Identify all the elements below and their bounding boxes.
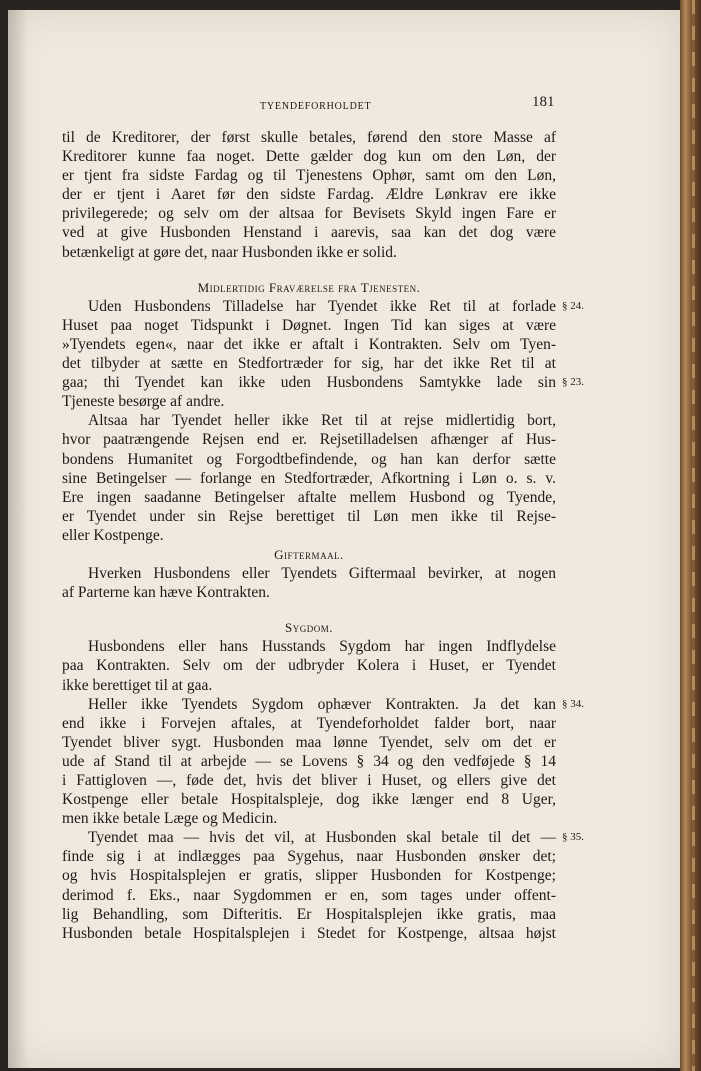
margin-note: § 23. (562, 376, 584, 388)
text-line: gaa; thi Tyendet kan ikke uden Husbondens Samtykke lade sin (62, 374, 556, 392)
text-line: Altsaa har Tyendet heller ikke Ret til at rejse midlertidig bort, (88, 412, 556, 430)
text-line: Hverken Husbondens eller Tyendets Giftermaal bevirker, at nogen (88, 565, 556, 583)
margin-note: § 34. (562, 698, 584, 710)
text-line: ikke berettiget til at gaa. (62, 676, 213, 694)
section-heading: Midlertidig Fraværelse fra Tjenesten. (197, 279, 421, 295)
text-line: ved at give Husbonden Henstand i aarevis, saa kan det dog være (62, 224, 556, 242)
text-line: Kostpenge eller betale Hospitalspleje, dog ikke længer end 8 Uger, (62, 791, 556, 809)
text-line: det tilbyder at sætte en Stedfortræder for sig, har det ikke Ret til at (62, 355, 556, 373)
text-line: bondens Humanitet og Forgodtbefindende, og han kan derfor sætte (62, 450, 556, 468)
text-line: lig Behandling, som Difteritis. Er Hospitalsplejen ikke gratis, maa (62, 905, 556, 923)
text-line: Tyendet maa — hvis det vil, at Husbonden skal betale til det — (88, 829, 556, 847)
text-line: sine Betingelser — forlange en Stedfortræder, Afkortning i Løn o. s. v. (62, 469, 556, 487)
text-line: er Tyendet under sin Rejse berettiget til Løn men ikke til Rejse- (62, 507, 556, 525)
text-line: end ikke i Forvejen aftales, at Tyendeforholdet falder bort, naar (62, 714, 556, 732)
page-number: 181 (532, 94, 555, 110)
text-line: betænkeligt at gøre det, naar Husbonden ikke er solid. (62, 243, 397, 261)
body-text (62, 128, 556, 943)
text-line: og hvis Hospitalsplejen er gratis, slipper Husbonden for Kostpenge; (62, 867, 556, 885)
text-line: derimod f. Eks., naar Sygdommen er en, som tages under offent- (62, 886, 556, 904)
text-line: Ere ingen saadanne Betingelser aftalte mellem Husbond og Tyende, (62, 488, 556, 506)
text-line: finde sig i at indlægges paa Sygehus, naar Husbonden ønsker det; (62, 848, 556, 866)
text-line: Uden Husbondens Tilladelse har Tyendet ikke Ret til at forlade (88, 297, 556, 315)
margin-note: § 24. (562, 300, 584, 312)
text-line: eller Kostpenge. (62, 526, 164, 544)
text-line: privilegerede; og selv om der altsaa for Bevisets Skyld ingen Fare er (62, 205, 556, 223)
text-line: hvor paatrængende Rejsen end er. Rejsetilladelsen afhænger af Hus- (62, 431, 556, 449)
text-line: i Fattigloven —, føde det, hvis det bliver i Huset, og ellers give det (62, 772, 556, 789)
margin-note: § 35. (562, 831, 584, 843)
book-spine (680, 0, 701, 1071)
text-line: »Tyendets egen«, naar det ikke er aftalt i Kontrakten. Selv om Tyen- (62, 335, 556, 353)
text-line: Huset paa noget Tidspunkt i Døgnet. Ingen Tid kan siges at være (62, 316, 556, 334)
running-head: TYENDEFORHOLDET (260, 101, 372, 112)
section-heading: Giftermaal. (274, 546, 344, 562)
page-gutter-shadow (8, 10, 28, 1068)
text-line: paa Kontrakten. Selv om der udbryder Kolera i Huset, er Tyendet (62, 657, 556, 675)
text-line: der er tjent i Aaret før den sidste Fardag. Ældre Lønkrav ere ikke (62, 186, 556, 204)
spine-decoration (692, 0, 695, 1071)
text-line: Heller ikke Tyendets Sygdom ophæver Kontrakten. Ja det kan (88, 695, 556, 713)
text-line: ude af Stand til at arbejde — se Lovens § 34 og den vedføjede § 14 (62, 752, 556, 770)
text-line: Tyendet bliver sygt. Husbonden maa lønne Tyendet, selv om det er (62, 733, 556, 751)
text-line: til de Kreditorer, der først skulle betales, førend den store Masse af (62, 129, 556, 146)
text-line: Husbonden betale Hospitalsplejen i Stedet for Kostpenge, altsaa højst (62, 924, 556, 942)
text-line: Kreditorer kunne faa noget. Dette gælder dog kun om den Løn, der (62, 148, 556, 166)
text-line: men ikke betale Læge og Medicin. (62, 810, 278, 828)
section-heading: Sygdom. (285, 620, 333, 636)
text-line: Husbondens eller hans Husstands Sygdom har ingen Indflydelse (88, 638, 556, 656)
text-line: Tjeneste besørge af andre. (62, 393, 225, 411)
text-line: af Parterne kan hæve Kontrakten. (62, 584, 270, 602)
text-line: er tjent fra sidste Fardag og til Tjenestens Ophør, samt om den Løn, (62, 167, 556, 185)
